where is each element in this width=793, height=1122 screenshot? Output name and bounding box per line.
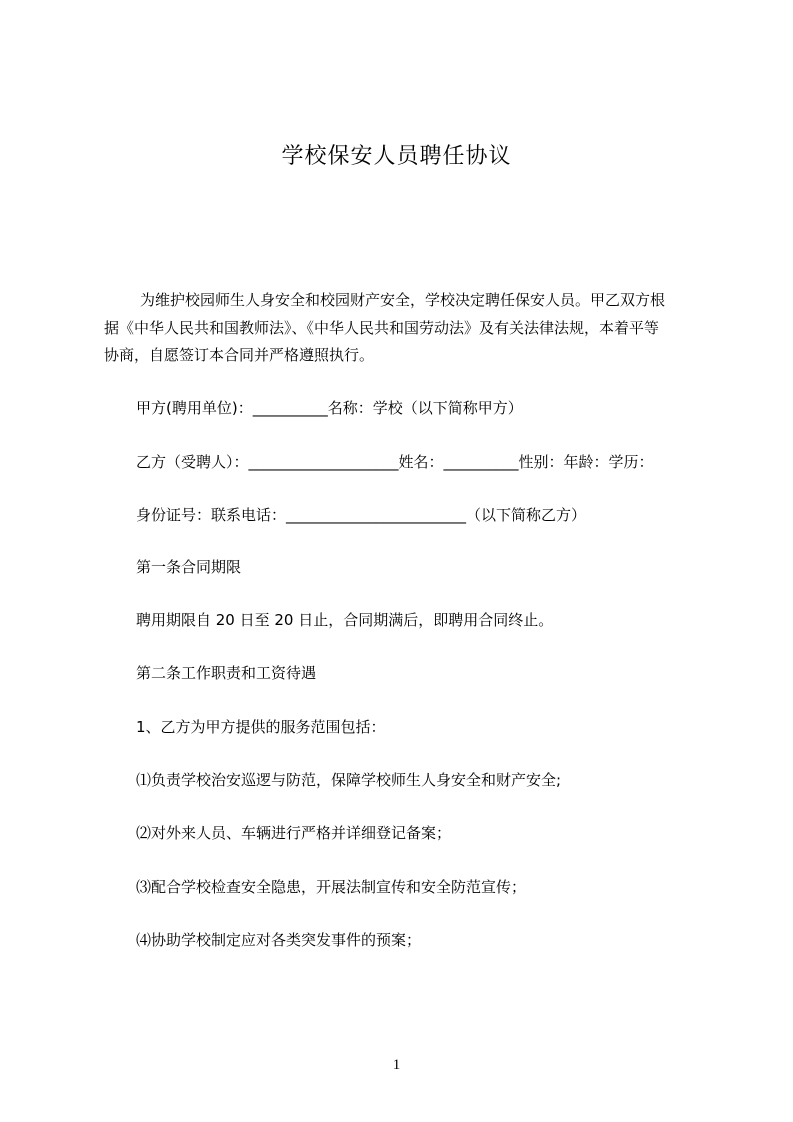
duty-item: ⑶配合学校检查安全隐患，开展法制宣传和安全防范宣传； <box>136 878 527 896</box>
intro-line-1: 为维护校园师生人身安全和校园财产安全，学校决定聘任保安人员。甲乙双方根 <box>140 291 666 309</box>
article-2-item-1: 1、乙方为甲方提供的服务范围包括： <box>136 718 386 736</box>
article-1-text: 聘用期限自 20 日至 20 日止，合同期满后，即聘用合同终止。 <box>136 611 554 629</box>
document-title: 学校保安人员聘任协议 <box>281 144 512 169</box>
duty-item: ⑴负责学校治安巡逻与防范，保障学校师生人身安全和财产安全; <box>136 771 562 789</box>
party-b-line: 乙方（受聘人）：____________________姓名：__________性别：年龄：学历： <box>136 453 654 471</box>
page-number: 1 <box>392 1057 401 1073</box>
article-1-heading: 第一条合同期限 <box>136 558 242 576</box>
party-a-line: 甲方(聘用单位)：__________名称：学校（以下简称甲方） <box>136 399 523 417</box>
intro-line-3: 协商，自愿签订本合同并严格遵照执行。 <box>104 346 375 364</box>
duty-item: ⑵对外来人员、车辆进行严格并详细登记备案； <box>136 824 452 842</box>
article-2-heading: 第二条工作职责和工资待遇 <box>136 664 317 682</box>
duty-item: ⑷协助学校制定应对各类突发事件的预案； <box>136 931 422 949</box>
id-phone-line: 身份证号：联系电话：________________________（以下简称乙方） <box>136 506 587 524</box>
intro-line-2: 据《中华人民共和国教师法》、《中华人民共和国劳动法》及有关法律法规，本着平等 <box>104 319 660 337</box>
